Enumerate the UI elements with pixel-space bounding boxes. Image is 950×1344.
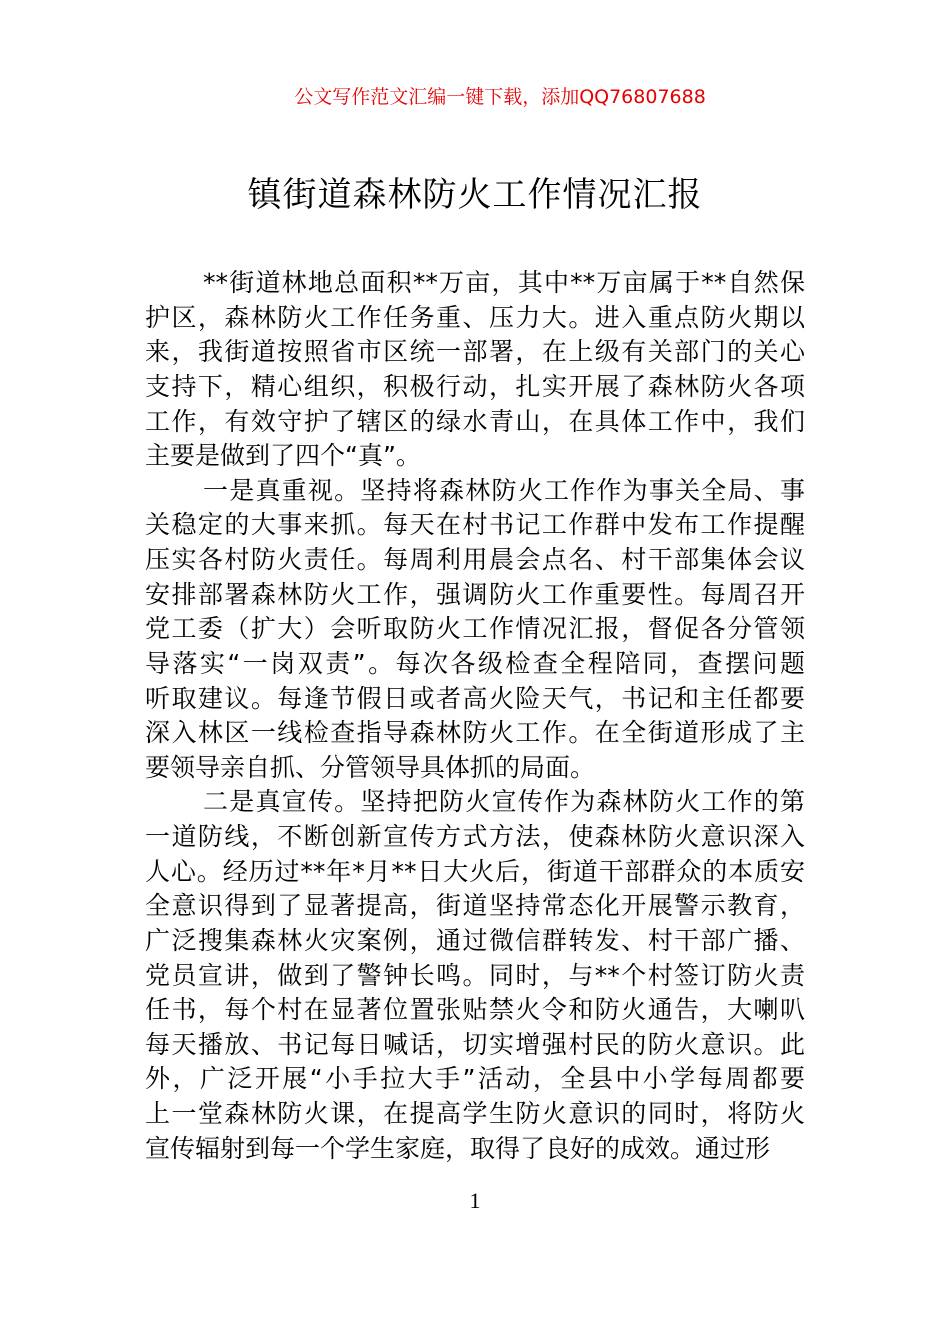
text-line: 工作，有效守护了辖区的绿水青山，在具体工作中，我们 xyxy=(145,406,805,436)
text-line: 深入林区一线检查指导森林防火工作。在全街道形成了主 xyxy=(145,718,805,748)
text-line: 压实各村防火责任。每周利用晨会点名、村干部集体会议 xyxy=(145,545,805,574)
text-line: 主要是做到了四个“真”。 xyxy=(145,441,421,471)
text-line: 外，广泛开展“小手拉大手”活动，全县中小学每周都要 xyxy=(145,1064,805,1094)
paragraph xyxy=(145,785,805,1166)
text-line: 上一堂森林防火课，在提高学生防火意识的同时，将防火 xyxy=(145,1099,805,1128)
text-line: 导落实“一岗双责”。每次各级检查全程陪同，查摆问题 xyxy=(145,648,805,678)
paragraph xyxy=(145,266,805,474)
text-line: 一道防线，不断创新宣传方式方法，使森林防火意识深入 xyxy=(145,822,805,851)
paragraph xyxy=(145,474,805,786)
document-body xyxy=(145,266,805,1166)
text-line: 党员宣讲，做到了警钟长鸣。同时，与**个村签订防火责 xyxy=(145,960,805,990)
text-line: 全意识得到了显著提高，街道坚持常态化开展警示教育， xyxy=(145,891,805,921)
text-line: 护区，森林防火工作任务重、压力大。进入重点防火期以 xyxy=(145,302,805,332)
text-line: 人心。经历过**年*月**日大火后，街道干部群众的本质安 xyxy=(145,856,805,886)
text-line: 支持下，精心组织，积极行动，扎实开展了森林防火各项 xyxy=(145,371,805,401)
text-line: 一是真重视。坚持将森林防火工作作为事关全局、事 xyxy=(203,475,805,505)
text-line: 每天播放、书记每日喊话，切实增强村民的防火意识。此 xyxy=(145,1029,805,1059)
text-line: 听取建议。每逢节假日或者高火险天气，书记和主任都要 xyxy=(145,683,805,713)
page-number: 1 xyxy=(469,1188,481,1213)
text-line: **街道林地总面积**万亩，其中**万亩属于**自然保 xyxy=(203,268,805,297)
text-line: 党工委（扩大）会听取防火工作情况汇报，督促各分管领 xyxy=(145,614,805,644)
text-line: 安排部署森林防火工作，强调防火工作重要性。每周召开 xyxy=(145,579,805,609)
text-line: 关稳定的大事来抓。每天在村书记工作群中发布工作提醒 xyxy=(145,510,805,540)
text-line: 任书，每个村在显著位置张贴禁火令和防火通告，大喇叭 xyxy=(145,995,805,1025)
promo-header: 公文写作范文汇编一键下载，添加QQ76807688 xyxy=(294,86,706,108)
document-title: 镇街道森林防火工作情况汇报 xyxy=(247,175,703,215)
text-line: 二是真宣传。坚持把防火宣传作为森林防火工作的第 xyxy=(203,787,805,817)
text-line: 要领导亲自抓、分管领导具体抓的局面。 xyxy=(145,752,596,782)
text-line: 广泛搜集森林火灾案例，通过微信群转发、村干部广播、 xyxy=(145,925,805,955)
text-line: 来，我街道按照省市区统一部署，在上级有关部门的关心 xyxy=(145,337,805,367)
text-line: 宣传辐射到每一个学生家庭，取得了良好的成效。通过形 xyxy=(145,1133,771,1163)
